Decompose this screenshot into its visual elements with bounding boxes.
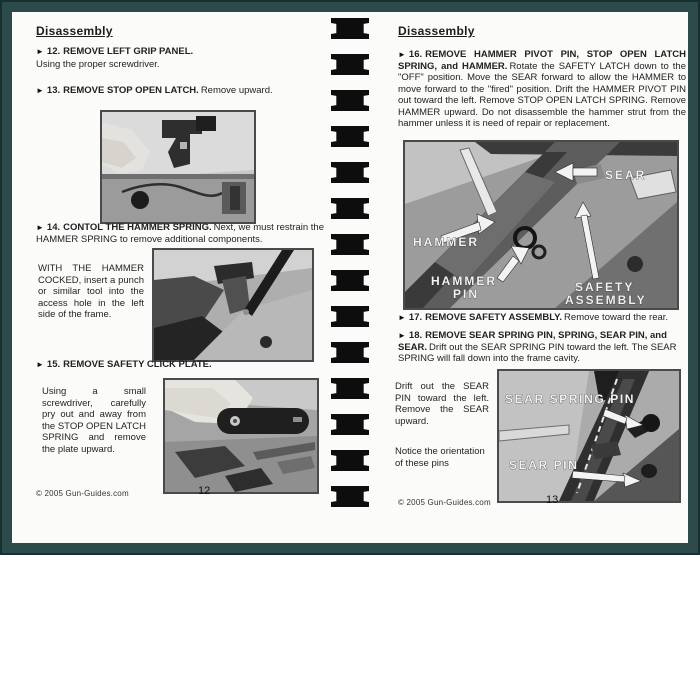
note-pin-orientation: Notice the orientation of these pins [395, 446, 485, 469]
binding-comb [331, 234, 369, 255]
binding-comb [331, 18, 369, 39]
right-page-heading: Disassembly [398, 24, 475, 38]
open-book-pages [12, 12, 688, 543]
binding-comb [331, 270, 369, 291]
binding-comb [331, 126, 369, 147]
left-page-heading: Disassembly [36, 24, 113, 38]
label-sear: SEAR [605, 168, 647, 182]
bullet-icon: ► [398, 331, 406, 340]
bullet-icon: ► [398, 313, 406, 322]
binding-comb [331, 54, 369, 75]
step-14 [36, 222, 332, 245]
step-number: 12. [46, 46, 61, 57]
step-12 [36, 46, 336, 70]
bullet-icon: ► [36, 47, 44, 56]
label-safety-line1: SAFETY [575, 280, 635, 294]
page-number-left: 12 [198, 485, 211, 497]
photo-step-14-punch-tool [152, 248, 314, 362]
step-body: Rotate the SAFETY LATCH down to the "OFF" position. Move the SEAR forward to allow the HAMMER to move forward to the "fired" position. Drift the HAMMER PIVOT PIN out toward the left. Remove STOP OPEN LATCH SPRING. Remove HAMMER upward. Do not disassemble the hammer strut from the hammer unless it is need of repair or replacement. [398, 60, 686, 129]
step-title: REMOVE SAFETY CLICK PLATE. [63, 359, 212, 370]
photo-step-13-stop-open-latch [100, 110, 256, 224]
binding-comb [331, 450, 369, 471]
note-small-screwdriver: Using a small screwdriver, carefully pry out and away from the STOP OPEN LATCH SPRING and remove the plate upward. [42, 386, 147, 455]
step-13 [36, 85, 348, 97]
step-body: Remove toward the rear. [564, 312, 669, 323]
binding-comb [331, 378, 369, 399]
bullet-icon: ► [36, 86, 44, 95]
binding-comb [331, 414, 369, 435]
step-number: 18. [408, 330, 423, 341]
binding-comb [331, 342, 369, 363]
step-title: CONTOL THE HAMMER SPRING. [63, 222, 212, 233]
page-number-right: 13 [546, 494, 559, 506]
step-number: 16. [408, 49, 423, 60]
note-hammer-cocked: WITH THE HAMMER COCKED, insert a punch or similar tool into the access hole in the left side of the frame. [38, 263, 144, 320]
step-15 [36, 359, 336, 371]
step-title: REMOVE SEAR SPRING PIN, SPRING, SEAR PIN, and SEAR. [398, 330, 667, 353]
copyright-left: © 2005 Gun-Guides.com [36, 489, 129, 498]
step-body: Drift out the SEAR SPRING PIN toward the left. The SEAR SPRING will fall down into the frame cavity. [398, 341, 677, 364]
binding-comb [331, 306, 369, 327]
photo-illustration [165, 380, 317, 492]
binding-comb [331, 198, 369, 219]
step-18 [398, 330, 688, 365]
binding-comb [331, 162, 369, 183]
step-body: Next, we must restrain the HAMMER SPRING to remove additional components. [36, 222, 324, 245]
label-sear-spring-pin: SEAR SPRING PIN [505, 392, 636, 406]
note-drift-sear-pin: Drift out the SEAR PIN toward the left. Remove the SEAR upward. [395, 381, 489, 427]
binding-comb [331, 486, 369, 507]
photo-step-18-sear-pins [497, 369, 681, 503]
bullet-icon: ► [36, 360, 44, 369]
photo-illustration [102, 112, 254, 222]
photo-illustration [154, 250, 312, 360]
label-sear-pin: SEAR PIN [509, 458, 579, 472]
bullet-icon: ► [398, 50, 406, 59]
spiral-binding [328, 18, 372, 522]
step-title: REMOVE STOP OPEN LATCH. [63, 85, 199, 96]
label-safety-line2: ASSEMBLY [565, 293, 647, 307]
step-17 [398, 312, 692, 324]
label-hammer: HAMMER [413, 235, 479, 249]
binding-comb [331, 90, 369, 111]
label-hammer-pin-line2: PIN [453, 287, 480, 301]
photo-illustration [405, 142, 677, 308]
step-title: REMOVE HAMMER PIVOT PIN, STOP OPEN LATCH SPRING, and HAMMER. [398, 49, 686, 72]
step-number: 13. [46, 85, 61, 96]
bullet-icon: ► [36, 223, 44, 232]
step-number: 15. [46, 359, 61, 370]
label-hammer-pin-line1: HAMMER [431, 274, 497, 288]
photo-step-16-labeled-parts [403, 140, 679, 310]
step-title: REMOVE LEFT GRIP PANEL. [63, 46, 194, 57]
step-number: 17. [408, 312, 423, 323]
photo-step-15-safety-click-plate [163, 378, 319, 494]
step-number: 14. [46, 222, 61, 233]
step-body: Using the proper screwdriver. [36, 58, 160, 70]
copyright-right: © 2005 Gun-Guides.com [398, 498, 491, 507]
step-16 [398, 49, 686, 130]
step-body: Remove upward. [200, 85, 273, 96]
step-title: REMOVE SAFETY ASSEMBLY. [425, 312, 563, 323]
photo-illustration [499, 371, 679, 501]
